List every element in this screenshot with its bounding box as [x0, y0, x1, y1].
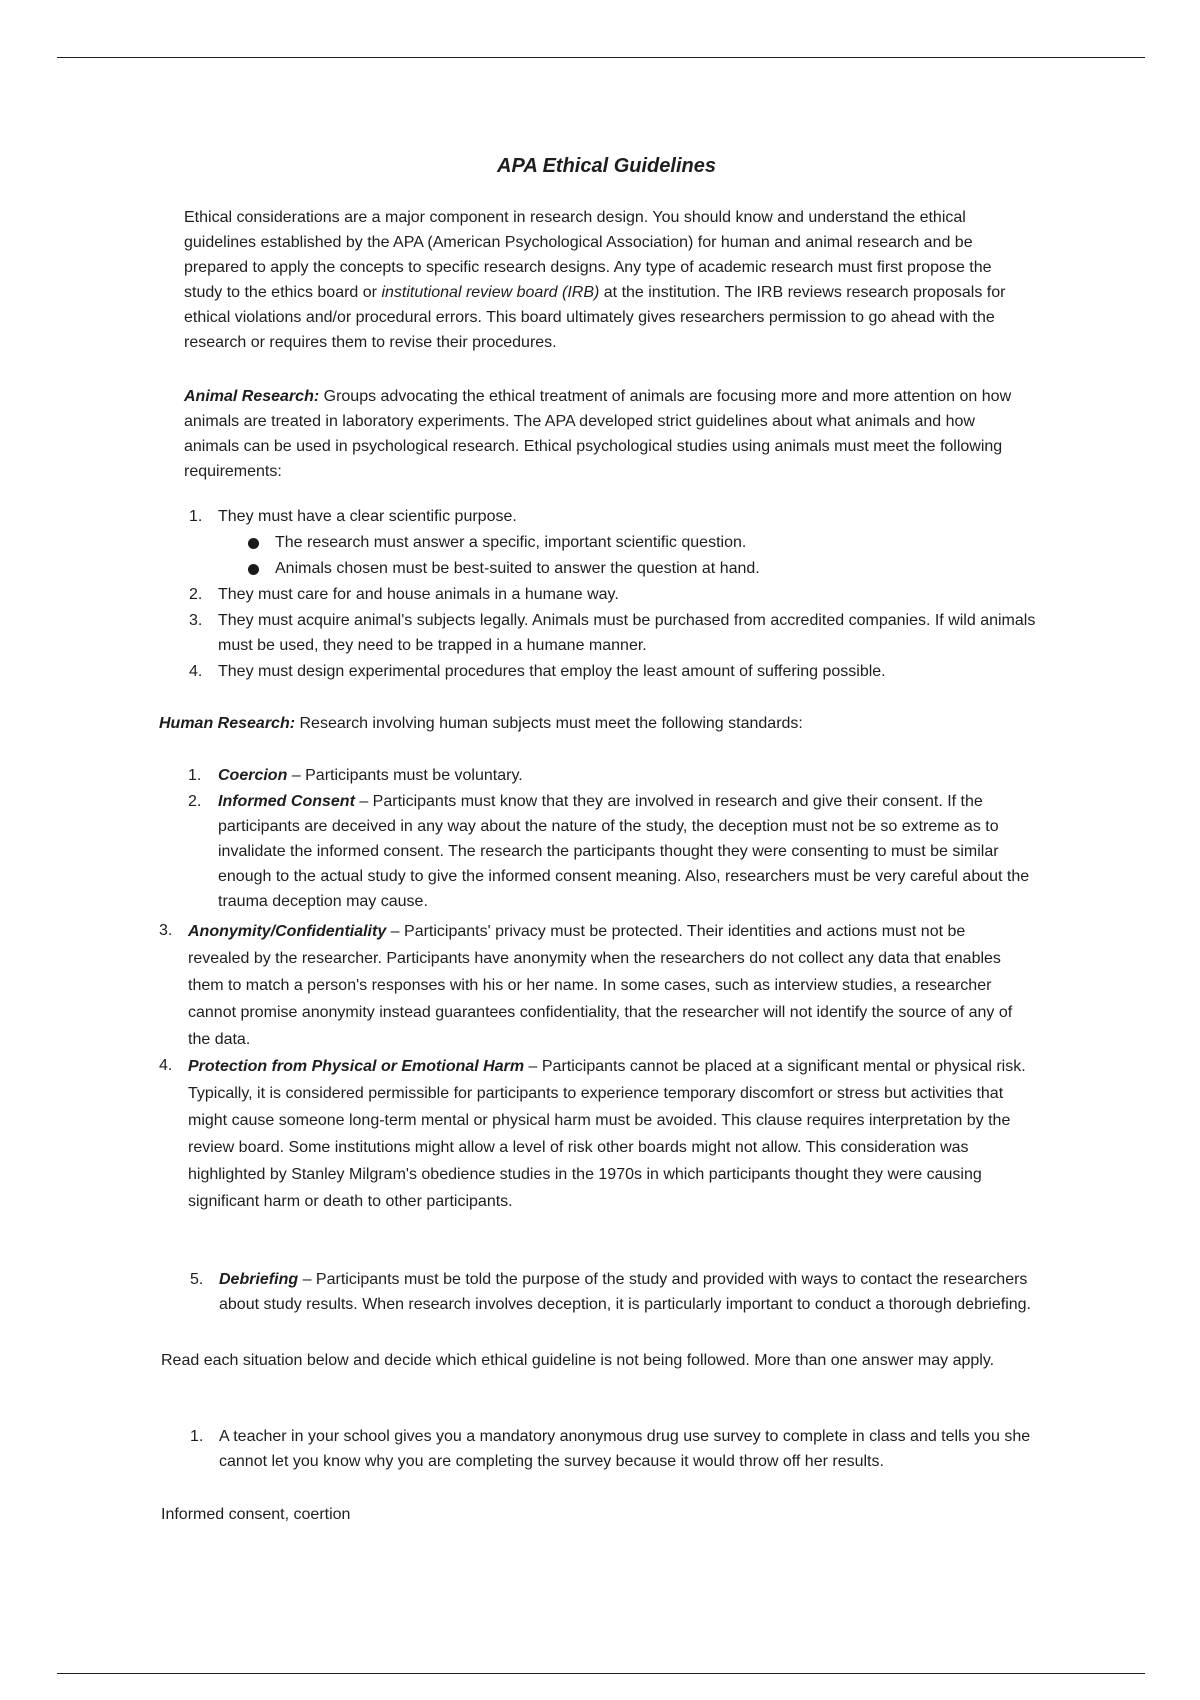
human-item-3: 3. Anonymity/Confidentiality – Participants' privacy must be protected. Their identities and actions must not be revealed by the researcher. Participants have anonymity when the researchers do not collect any data that enables them to match a person's responses with his or her name. In some cases, such as interview studies, a researcher cannot promise anonymity instead guarantees confidentiality, that the researcher will not identify the source of any of the data.	[159, 922, 1013, 1048]
human-item-4: 4. Protection from Physical or Emotional Harm – Participants cannot be placed at a significant mental or physical risk. Typically, it is considered permissible for participants to experience temporary discomfort or stress but activities that might cause someone long-term mental or physical harm must be avoided. This clause requires interpretation by the review board. Some institutions might allow a level of risk other boards might not allow. This consideration was highlighted by Stanley Milgram's obedience studies in the 1970s in which participants thought they were causing significant harm or death to other participants.	[159, 1057, 1026, 1210]
exercise-answer: Informed consent, coertion	[161, 1506, 351, 1523]
top-rule	[57, 57, 1145, 58]
animal-item-3: 3. They must acquire animal's subjects legally. Animals must be purchased from accredited companies. If wild animals must be used, they need to be trapped in a humane manner.	[189, 612, 1036, 654]
anonymity-term: Anonymity/Confidentiality	[188, 923, 387, 940]
animal-research-paragraph: Animal Research: Groups advocating the ethical treatment of animals are focusing more and more attention on how animals are treated in laboratory experiments. The APA developed strict guidelines about what animals and how animals can be used in psychological research. Ethical psychological studies using animals must meet the following requirements:	[184, 388, 1012, 480]
bottom-rule	[57, 1673, 1145, 1674]
coercion-term: Coercion	[218, 767, 288, 784]
debriefing-term: Debriefing	[219, 1271, 299, 1288]
page-title: APA Ethical Guidelines	[497, 155, 716, 177]
human-research-heading: Human Research:	[159, 715, 296, 732]
human-item-1: 1. Coercion – Participants must be voluntary.	[188, 767, 523, 784]
human-item-2: 2. Informed Consent – Participants must know that they are involved in research and give their consent. If the participants are deceived in any way about the nature of the study, the deception must not be so extreme as to invalidate the informed consent. The research the participants thought they were consenting to must be similar enough to the actual study to give the informed consent meaning. Also, researchers must be very careful about the trauma deception may cause.	[188, 793, 1030, 910]
animal-bullet-1: The research must answer a specific, important scientific question.	[248, 530, 948, 555]
animal-bullet-2: Animals chosen must be best-suited to answer the question at hand.	[248, 556, 948, 581]
irb-term: institutional review board (IRB)	[381, 284, 600, 301]
animal-research-heading: Animal Research:	[184, 388, 320, 405]
bullet-dot-icon	[248, 538, 259, 549]
animal-item-2: 2. They must care for and house animals in a humane way.	[189, 586, 619, 603]
intro-paragraph: Ethical considerations are a major component in research design. You should know and understand the ethical guidelines established by the APA (American Psychological Association) for human and animal research and be prepared to apply the concepts to specific research designs. Any type of academic research must first propose the study to the ethics board or institutional review board (IRB) at the institution. The IRB reviews research proposals for ethical violations and/or procedural errors. This board ultimately gives researchers permission to go ahead with the research or requires them to revise their procedures.	[184, 209, 1006, 351]
animal-item-1: 1. They must have a clear scientific purpose.	[189, 508, 517, 525]
animal-item-4: 4. They must design experimental procedures that employ the least amount of suffering possible.	[189, 663, 886, 680]
exercise-question-1: 1. A teacher in your school gives you a mandatory anonymous drug use survey to complete in class and tells you she cannot let you know why you are completing the survey because it would throw off her results.	[190, 1428, 1031, 1470]
bullet-dot-icon	[248, 564, 259, 575]
informed-consent-term: Informed Consent	[218, 793, 355, 810]
human-item-5: 5. Debriefing – Participants must be told the purpose of the study and provided with ways to contact the researchers about study results. When research involves deception, it is particularly important to conduct a thorough debriefing.	[190, 1271, 1031, 1313]
human-research-paragraph: Human Research: Research involving human subjects must meet the following standards:	[159, 715, 803, 732]
protection-term: Protection from Physical or Emotional Harm	[188, 1058, 525, 1075]
exercise-instructions: Read each situation below and decide which ethical guideline is not being followed. More than one answer may apply.	[161, 1352, 995, 1369]
